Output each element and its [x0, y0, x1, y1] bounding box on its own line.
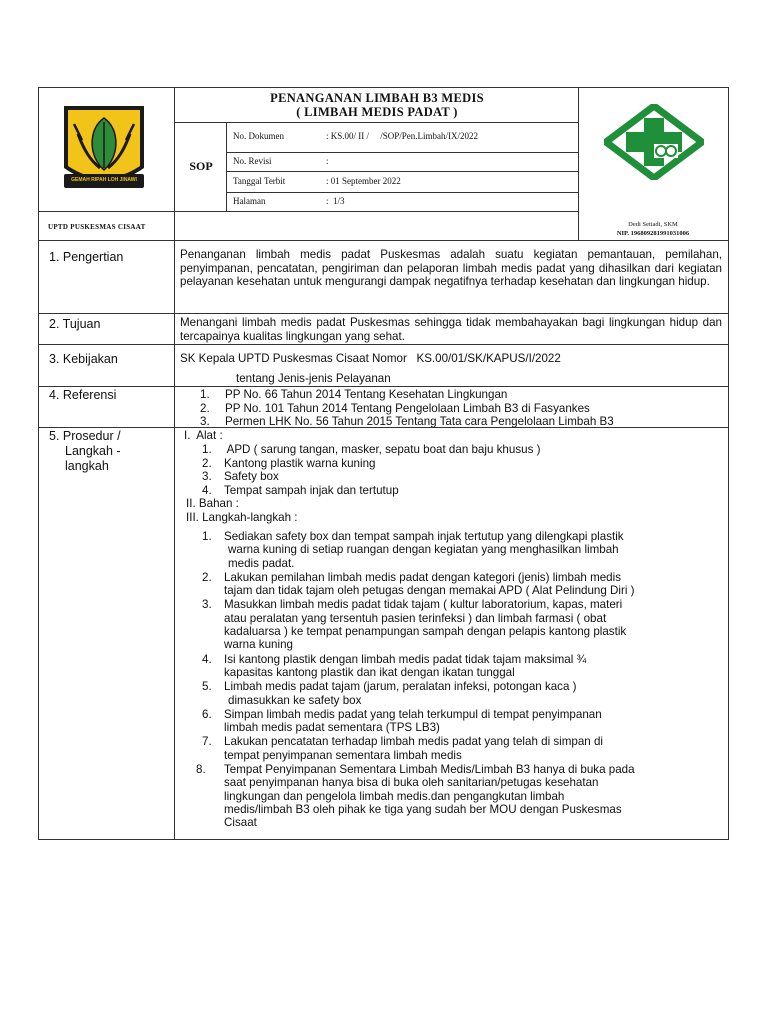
- step-body: [196, 763, 716, 829]
- prosedur-label-line3: langkah: [65, 459, 109, 473]
- referensi-item: PP No. 101 Tahun 2014 Tentang Pengelolaan Limbah B3 di Fasyankes: [225, 401, 590, 415]
- list-item: [202, 470, 722, 484]
- prosedur-label-line1: 5. Prosedur /: [49, 429, 121, 443]
- step-line: Isi kantong plastik dengan limbah medis padat tidak tajam maksimal ¾: [224, 652, 587, 666]
- step-line: warna kuning: [224, 638, 293, 652]
- list-item: [202, 457, 722, 471]
- referensi-item: PP No. 66 Tahun 2014 Tentang Kesehatan Lingkungan: [225, 388, 508, 401]
- text-kebijakan-line1: SK Kepala UPTD Puskesmas Cisaat Nomor KS.00/01/SK/KAPUS/I/2022: [180, 352, 561, 365]
- meta-line-2: [226, 171, 579, 172]
- step-number: 7.: [202, 735, 212, 749]
- meta-value-doc-number: : KS.00/ II / /SOP/Pen.Limbah/IX/2022: [326, 131, 479, 141]
- label-pengertian: 1. Pengertian: [49, 250, 124, 264]
- step-number: 6.: [202, 707, 212, 721]
- step-line: dimasukkan ke safety box: [228, 693, 362, 707]
- doc-title-line2: ( LIMBAH MEDIS PADAT ): [296, 105, 458, 119]
- signer-name: Dedi Setiadi, SKM: [628, 221, 678, 228]
- label-prosedur: [49, 429, 121, 474]
- step-body: [202, 735, 722, 762]
- bahan-heading: II. Bahan :: [186, 497, 239, 510]
- label-tujuan: 2. Tujuan: [49, 317, 101, 331]
- step-body: [202, 571, 722, 598]
- step-body: [202, 653, 722, 680]
- step-line: Sediakan safety box dan tempat sampah injak tertutup yang dilengkapi plastik: [224, 530, 624, 543]
- meta-value-page: : 1/3: [326, 196, 345, 206]
- step-number: 5.: [202, 680, 212, 694]
- list-item: [200, 402, 720, 416]
- list-item: [202, 443, 722, 457]
- puskesmas-cross-icon: [604, 104, 704, 180]
- step-body: [202, 708, 722, 735]
- list-item: [200, 388, 720, 402]
- list-number: 2.: [202, 456, 212, 470]
- step-line: Lakukan pencatatan terhadap limbah medis padat yang telah di simpan di: [224, 735, 603, 749]
- step-line: medis padat.: [228, 556, 295, 570]
- step-body: [202, 598, 722, 651]
- text-pengertian: Penanganan limbah medis padat Puskesmas adalah suatu kegiatan pemantauan, pemilahan, penyimpanan, pencatatan, pengiriman dan pelaporan limbah medis padat yang dihasilkan dari kegiatan pelayanan kesehatan untuk mengurangi dampak negatifnya terhadap kesehatan dan lingkungan hidup.: [180, 248, 722, 289]
- step-number: 3.: [202, 598, 212, 612]
- step-body: [202, 530, 722, 570]
- list-item: [202, 484, 722, 498]
- label-referensi: 4. Referensi: [49, 388, 117, 402]
- row-line-tujuan: [38, 344, 729, 345]
- step-item: [202, 735, 722, 762]
- list-number: 1.: [202, 443, 212, 456]
- step-item: [202, 708, 722, 735]
- prosedur-label-line2: Langkah -: [65, 444, 121, 458]
- list-number: 2.: [200, 401, 210, 415]
- alat-item: Kantong plastik warna kuning: [224, 456, 376, 470]
- step-line: Cisaat: [224, 816, 257, 830]
- sop-label: SOP: [189, 159, 213, 173]
- step-line: limbah medis padat sementara (TPS LB3): [224, 721, 440, 735]
- step-line: Tempat Penyimpanan Sementara Limbah Medis/Limbah B3 hanya di buka pada: [224, 763, 635, 777]
- meta-label-issue-date: Tanggal Terbit: [233, 176, 286, 186]
- alat-item: Tempat sampah injak dan tertutup: [224, 483, 399, 497]
- step-body: [202, 680, 722, 707]
- step-item: [202, 571, 722, 598]
- regional-logo: [60, 104, 148, 196]
- meta-line-4: [174, 211, 579, 212]
- signer-nip: NIP. 196809281991031006: [616, 230, 690, 237]
- header-divider-right: [578, 87, 579, 240]
- step-line: Simpan limbah medis padat yang telah terkumpul di tempat penyimpanan: [224, 707, 602, 721]
- steps-list: [196, 530, 722, 830]
- alat-list: [202, 443, 722, 497]
- step-number: 1.: [202, 530, 212, 543]
- step-line: kapasitas kantong plastik dan ikat dengan ikatan tunggal: [224, 665, 515, 679]
- text-tujuan: Menangani limbah medis padat Puskesmas sehingga tidak membahayakan bagi lingkungan hidup dan tercapainya kualitas lingkungan yang sehat.: [180, 316, 722, 343]
- step-number: 8.: [196, 763, 206, 777]
- title-bottom-line: [174, 122, 579, 123]
- step-item: [202, 530, 722, 570]
- row-line-pengertian: [38, 313, 729, 314]
- logo-bottom-line: [38, 211, 175, 212]
- step-line: tajam dan tidak tajam oleh petugas dengan memakai APD ( Alat Pelindung Diri ): [224, 584, 635, 598]
- step-item: [202, 680, 722, 707]
- step-number: 2.: [202, 570, 212, 584]
- meta-value-revision: :: [326, 156, 329, 166]
- header-divider-left: [174, 87, 175, 240]
- step-line: tempat penyimpanan sementara limbah medis: [224, 748, 462, 762]
- step-line: atau peralatan yang tersentuh pasien terinfeksi ) dan limbah farmasi ( obat: [224, 611, 607, 625]
- list-number: 3.: [202, 470, 212, 483]
- text-kebijakan-line2: tentang Jenis-jenis Pelayanan: [236, 372, 391, 385]
- step-line: saat penyimpanan hanya bisa di buka oleh sanitarian/petugas kesehatan: [224, 776, 599, 790]
- alat-heading: I. Alat :: [184, 429, 223, 442]
- step-item: [202, 598, 722, 651]
- meta-line-3: [226, 192, 579, 193]
- alat-item: Safety box: [224, 470, 279, 483]
- step-line: kadaluarsa ) ke tempat penampungan sampah dengan pelapis kantong plastik: [224, 625, 627, 639]
- step-line: warna kuning di setiap ruangan dengan kegiatan yang menghasilkan limbah: [228, 543, 619, 557]
- logo-motto: GEMAH RIPAH LOH JINAWI: [71, 177, 137, 183]
- meta-line-1: [226, 152, 579, 153]
- step-line: Lakukan pemilahan limbah medis padat dengan kategori (jenis) limbah medis: [224, 570, 621, 584]
- langkah-heading: III. Langkah-langkah :: [186, 511, 298, 524]
- doc-title-line1: PENANGANAN LIMBAH B3 MEDIS: [270, 91, 484, 105]
- body-column-divider: [174, 240, 175, 840]
- step-item: [202, 653, 722, 680]
- step-line: lingkungan dan pengelola limbah medis.dan pengangkutan limbah: [224, 789, 565, 803]
- list-number: 1.: [200, 388, 210, 401]
- sop-divider: [226, 122, 227, 212]
- label-kebijakan: 3. Kebijakan: [49, 352, 118, 366]
- step-item: [196, 763, 716, 829]
- referensi-list: [200, 388, 720, 429]
- meta-label-revision: No. Revisi: [233, 156, 272, 166]
- unit-name: UPTD PUSKESMAS CISAAT: [48, 223, 146, 231]
- meta-label-doc-number: No. Dokumen: [233, 131, 284, 141]
- meta-value-issue-date: : 01 September 2022: [326, 176, 401, 186]
- row-line-kebijakan: [38, 386, 729, 387]
- step-line: Masukkan limbah medis padat tidak tajam ( kultur laboratorium, kapas, materi: [224, 598, 623, 612]
- meta-label-page: Halaman: [233, 196, 266, 206]
- referensi-item: Permen LHK No. 56 Tahun 2015 Tentang Tata cara Pengelolaan Limbah B3: [225, 415, 614, 428]
- header-bottom-line: [38, 240, 729, 241]
- list-number: 3.: [200, 415, 210, 428]
- alat-item: APD ( sarung tangan, masker, sepatu boat dan baju khusus ): [224, 443, 541, 456]
- step-number: 4.: [202, 652, 212, 666]
- list-number: 4.: [202, 483, 212, 497]
- health-logo: [604, 104, 704, 180]
- step-line: Limbah medis padat tajam (jarum, peralatan infeksi, potongan kaca ): [224, 680, 577, 694]
- list-item: [200, 415, 720, 429]
- step-line: medis/limbah B3 oleh pihak ke tiga yang sudah ber MOU dengan Puskesmas: [224, 802, 622, 816]
